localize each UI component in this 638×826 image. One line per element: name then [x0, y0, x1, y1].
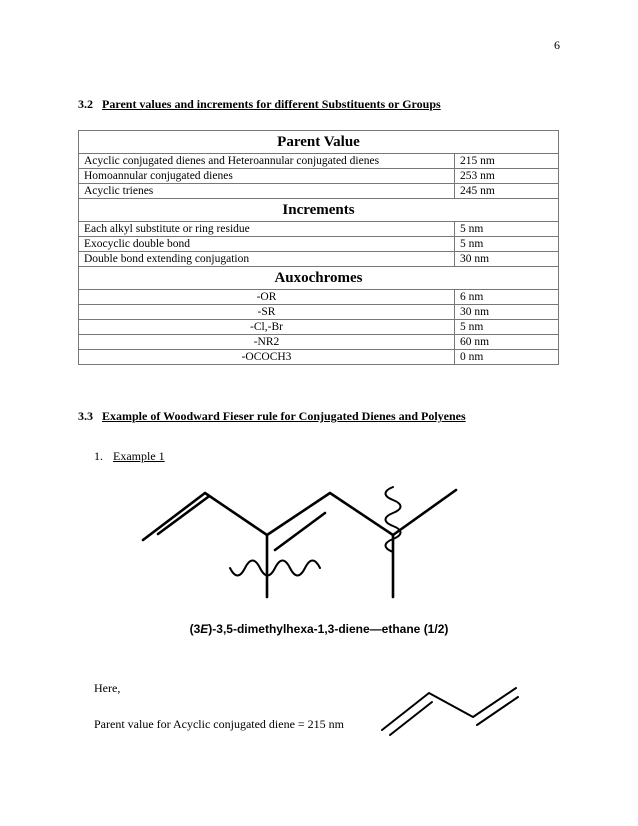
- row-label: -Cl,-Br: [79, 320, 455, 335]
- butadiene-structure: [382, 688, 518, 735]
- row-value: 5 nm: [455, 237, 559, 252]
- auxochromes-header: Auxochromes: [79, 267, 559, 290]
- double-bond-line: [158, 497, 208, 534]
- parent-value-line: Parent value for Acyclic conjugated diene = 215 nm: [94, 717, 345, 731]
- increments-header: Increments: [79, 199, 559, 222]
- page-number: 6: [554, 38, 560, 52]
- double-bond-line: [275, 513, 325, 550]
- row-value: 253 nm: [455, 169, 559, 184]
- row-label: Homoannular conjugated dienes: [79, 169, 455, 184]
- dimethylhexadiene-structure: [143, 487, 456, 597]
- carbon-skeleton: [382, 688, 516, 730]
- compound-name: [0, 622, 638, 636]
- row-label: -NR2: [79, 335, 455, 350]
- row-value: 5 nm: [455, 320, 559, 335]
- row-value: 30 nm: [455, 305, 559, 320]
- row-label: Double bond extending conjugation: [79, 252, 455, 267]
- row-value: 6 nm: [455, 290, 559, 305]
- row-value: 0 nm: [455, 350, 559, 365]
- list-index: 1.: [94, 449, 103, 463]
- section-title: Parent values and increments for different Substituents or Groups: [102, 97, 441, 111]
- wavy-bond-mark: [230, 561, 320, 576]
- row-value: 30 nm: [455, 252, 559, 267]
- section-number: 3.3: [78, 409, 93, 423]
- row-value: 60 nm: [455, 335, 559, 350]
- row-label: Acyclic conjugated dienes and Heteroannular conjugated dienes: [79, 154, 455, 169]
- row-label: Each alkyl substitute or ring residue: [79, 222, 455, 237]
- parent-value-header: Parent Value: [79, 131, 559, 154]
- compound-name-prefix: (3: [189, 622, 201, 636]
- row-label: Exocyclic double bond: [79, 237, 455, 252]
- row-value: 5 nm: [455, 222, 559, 237]
- row-label: -OCOCH3: [79, 350, 455, 365]
- here-label: Here,: [94, 681, 121, 695]
- compound-name-rest: )-3,5-dimethylhexa-1,3-diene—ethane (1/2): [208, 622, 449, 636]
- row-label: -SR: [79, 305, 455, 320]
- row-label: Acyclic trienes: [79, 184, 455, 199]
- row-value: 215 nm: [455, 154, 559, 169]
- example-label: Example 1: [113, 449, 165, 463]
- section-number: 3.2: [78, 97, 93, 111]
- row-label: -OR: [79, 290, 455, 305]
- section-title: Example of Woodward Fieser rule for Conjugated Dienes and Polyenes: [102, 409, 466, 423]
- row-value: 245 nm: [455, 184, 559, 199]
- compound-name-stereo: E: [200, 622, 209, 636]
